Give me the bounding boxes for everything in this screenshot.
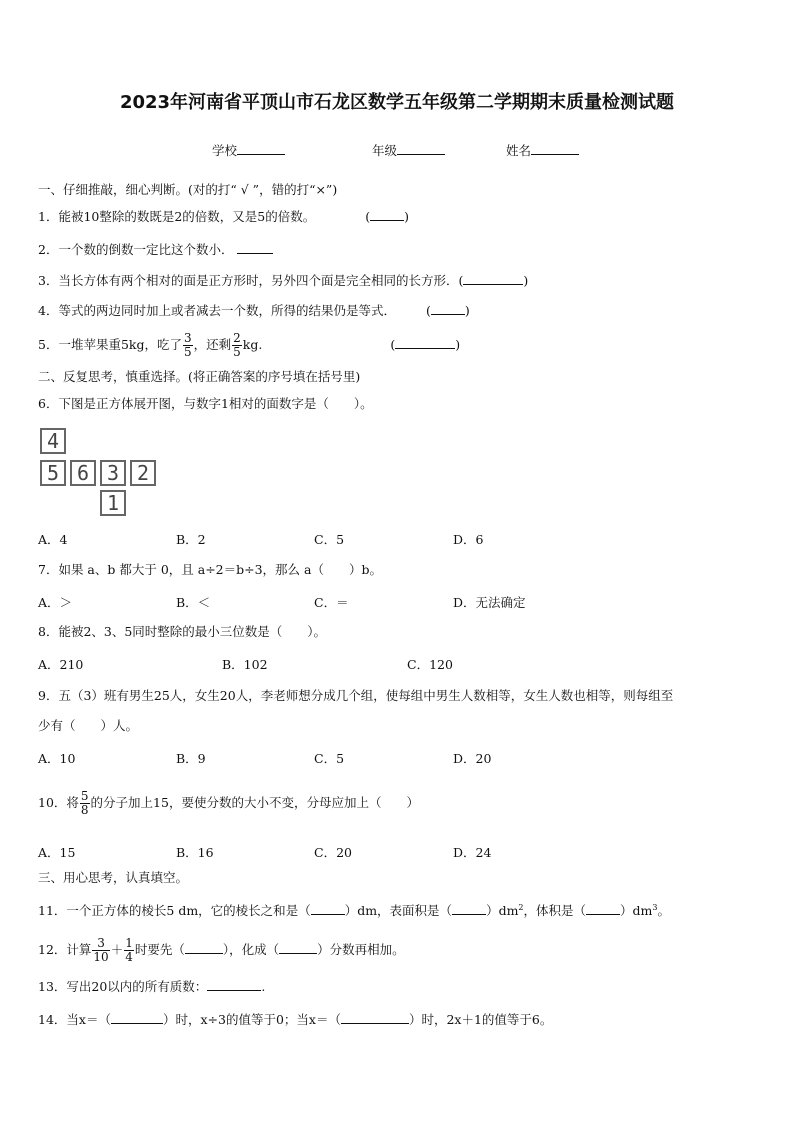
fraction-3-5: $\frac{3}{5}$ (183, 331, 192, 359)
q6-option-b[interactable]: B．2 (176, 532, 206, 547)
question-3: 3．当长方体有两个相对的面是正方形时，另外四个面是完全相同的长方形．( ) (38, 273, 529, 288)
fraction-1-4: $\frac{1}{4}$ (125, 936, 133, 964)
answer-blank-14b[interactable] (341, 1011, 409, 1024)
answer-blank-5[interactable] (395, 336, 455, 349)
answer-blank-13[interactable] (207, 978, 261, 991)
answer-blank-14a[interactable] (111, 1011, 163, 1024)
net-face: 2 (130, 460, 156, 486)
cube-net-figure (38, 424, 163, 524)
net-face: 4 (40, 428, 66, 454)
question-4: 4．等式的两边同时加上或者减去一个数，所得的结果仍是等式． ( ) (38, 303, 470, 318)
question-13: 13．写出20以内的所有质数： . (38, 979, 266, 994)
question-11: 11．一个正方体的棱长5 dm，它的棱长之和是（ ）dm，表面积是（ ）$dm^2$，体积是（ ）$dm^3$。 (38, 903, 670, 919)
question-6: 6．下图是正方体展开图，与数字1相对的面数字是（ ）。 (38, 396, 373, 411)
question-12: 12．计算 $\frac{3}{10}$ ＋ $\frac{1}{4}$ 时要先（ ），化成（ ）分数再相加。 (38, 936, 405, 964)
q7-option-c[interactable]: C．＝ (314, 595, 349, 610)
fraction-5-8: $\frac{5}{8}$ (80, 789, 89, 817)
q10-option-b[interactable]: B．16 (176, 845, 214, 860)
answer-blank-11b[interactable] (452, 902, 486, 915)
net-face: 3 (100, 460, 126, 486)
q8-option-c[interactable]: C．120 (407, 657, 453, 672)
question-8: 8．能被2、3、5同时整除的最小三位数是（ ）。 (38, 624, 327, 639)
answer-blank-11a[interactable] (311, 902, 345, 915)
question-9-line-2: 少有（ ）人。 (38, 718, 139, 733)
section-3-heading: 三、用心思考，认真填空。 (38, 870, 189, 885)
q8-option-a[interactable]: A．210 (38, 657, 84, 672)
q9-option-c[interactable]: C．5 (314, 751, 345, 766)
school-label: 学校 (212, 143, 238, 158)
question-9-line-1: 9．五（3）班有男生25人，女生20人，李老师想分成几个组，使每组中男生人数相等，女生人数也相等，则每组至 (38, 688, 674, 703)
q10-option-c[interactable]: C．20 (314, 845, 352, 860)
question-5: 5．一堆苹果重5kg，吃了 $\frac{3}{5}$ ，还剩 $\frac{2}{5}$ kg. ( ) (38, 331, 461, 359)
net-face: 1 (100, 490, 126, 516)
answer-blank-3[interactable] (463, 272, 523, 285)
net-face: 5 (40, 460, 66, 486)
q7-option-b[interactable]: B．＜ (176, 595, 211, 610)
q9-option-b[interactable]: B．9 (176, 751, 206, 766)
page-title: 2023年河南省平顶山市石龙区数学五年级第二学期期末质量检测试题 (119, 92, 675, 113)
q6-option-c[interactable]: C．5 (314, 532, 345, 547)
answer-blank-12b[interactable] (279, 941, 317, 954)
answer-blank-12a[interactable] (185, 941, 223, 954)
q9-option-d[interactable]: D．20 (453, 751, 492, 766)
grade-field[interactable] (372, 141, 445, 159)
q6-option-a[interactable]: A．4 (38, 532, 68, 547)
q10-option-a[interactable]: A．15 (38, 845, 76, 860)
question-10: 10．将 $\frac{5}{8}$ 的分子加上15，要使分数的大小不变，分母应加上（ ） (38, 789, 419, 817)
q7-option-a[interactable]: A．＞ (38, 595, 73, 610)
answer-blank-1[interactable] (370, 208, 404, 221)
section-1-heading: 一、仔细推敲，细心判断。(对的打“ √ ”，错的打“×”) (38, 182, 338, 197)
name-label: 姓名 (506, 143, 532, 158)
question-7: 7．如果 a、b 都大于 0，且 a÷2＝b÷3，那么 a（ ）b。 (38, 562, 382, 577)
q8-option-b[interactable]: B．102 (222, 657, 268, 672)
fraction-3-10: $\frac{3}{10}$ (93, 936, 109, 964)
q9-option-a[interactable]: A．10 (38, 751, 76, 766)
name-field[interactable] (506, 141, 579, 159)
school-field[interactable] (212, 141, 285, 159)
grade-label: 年级 (372, 143, 398, 158)
question-1: 1．能被10整除的数既是2的倍数，又是5的倍数。 ( ) (38, 209, 410, 224)
net-face: 6 (70, 460, 96, 486)
q6-option-d[interactable]: D．6 (453, 532, 484, 547)
q10-option-d[interactable]: D．24 (453, 845, 492, 860)
fraction-2-5: $\frac{2}{5}$ (233, 331, 241, 359)
question-2: 2．一个数的倒数一定比这个数小． (38, 241, 273, 258)
answer-blank-4[interactable] (431, 302, 465, 315)
section-2-heading: 二、反复思考，慎重选择。(将正确答案的序号填在括号里) (38, 369, 361, 384)
answer-blank-2[interactable] (237, 241, 273, 254)
answer-blank-11c[interactable] (586, 902, 620, 915)
question-14: 14．当x＝（ ）时，x÷3的值等于0；当x＝（ ）时，2x＋1的值等于6。 (38, 1012, 553, 1027)
q7-option-d[interactable]: D．无法确定 (453, 595, 526, 610)
